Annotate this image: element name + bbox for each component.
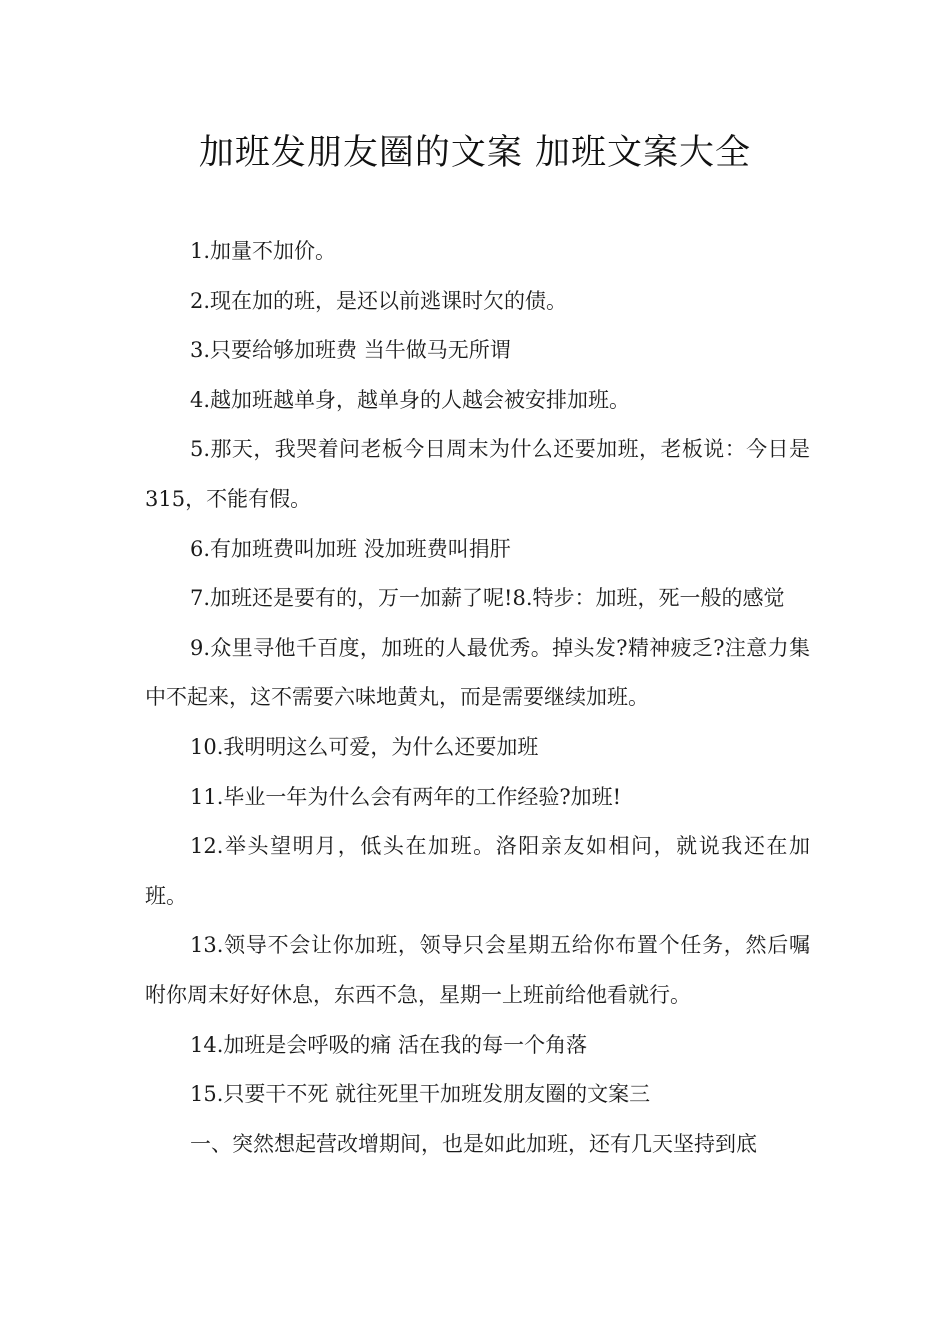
paragraph: 13.领导不会让你加班，领导只会星期五给你布置个任务，然后嘱咐你周末好好休息，东西不急，星期一上班前给他看就行。 [145, 933, 810, 1007]
paragraph: 6.有加班费叫加班 没加班费叫捐肝 [190, 536, 511, 561]
document-title: 加班发朋友圈的文案 加班文案大全 [198, 133, 752, 173]
paragraph: 9.众里寻他千百度，加班的人最优秀。掉头发?精神疲乏?注意力集中不起来，这不需要六味地黄丸，而是需要继续加班。 [145, 635, 810, 710]
paragraph: 2.现在加的班，是还以前逃课时欠的债。 [190, 288, 568, 313]
paragraph: 10.我明明这么可爱，为什么还要加班 [190, 734, 539, 759]
paragraph: 12.举头望明月，低头在加班。洛阳亲友如相问，就说我还在加班。 [145, 834, 810, 908]
paragraph: 15.只要干不死 就往死里干加班发朋友圈的文案三 [190, 1082, 651, 1107]
paragraph: 5.那天，我哭着问老板今日周末为什么还要加班，老板说：今日是315，不能有假。 [145, 437, 810, 511]
paragraph: 1.加量不加价。 [190, 239, 337, 263]
paragraph: 14.加班是会呼吸的痛 活在我的每一个角落 [190, 1032, 588, 1057]
document-body [145, 227, 810, 1169]
paragraph: 一、突然想起营改增期间，也是如此加班，还有几天坚持到底 [190, 1131, 757, 1156]
paragraph: 3.只要给够加班费 当牛做马无所谓 [190, 338, 511, 363]
paragraph: 11.毕业一年为什么会有两年的工作经验?加班! [190, 784, 622, 809]
paragraph: 7.加班还是要有的，万一加薪了呢!8.特步：加班，死一般的感觉 [190, 586, 785, 611]
paragraph: 4.越加班越单身，越单身的人越会被安排加班。 [190, 387, 631, 412]
